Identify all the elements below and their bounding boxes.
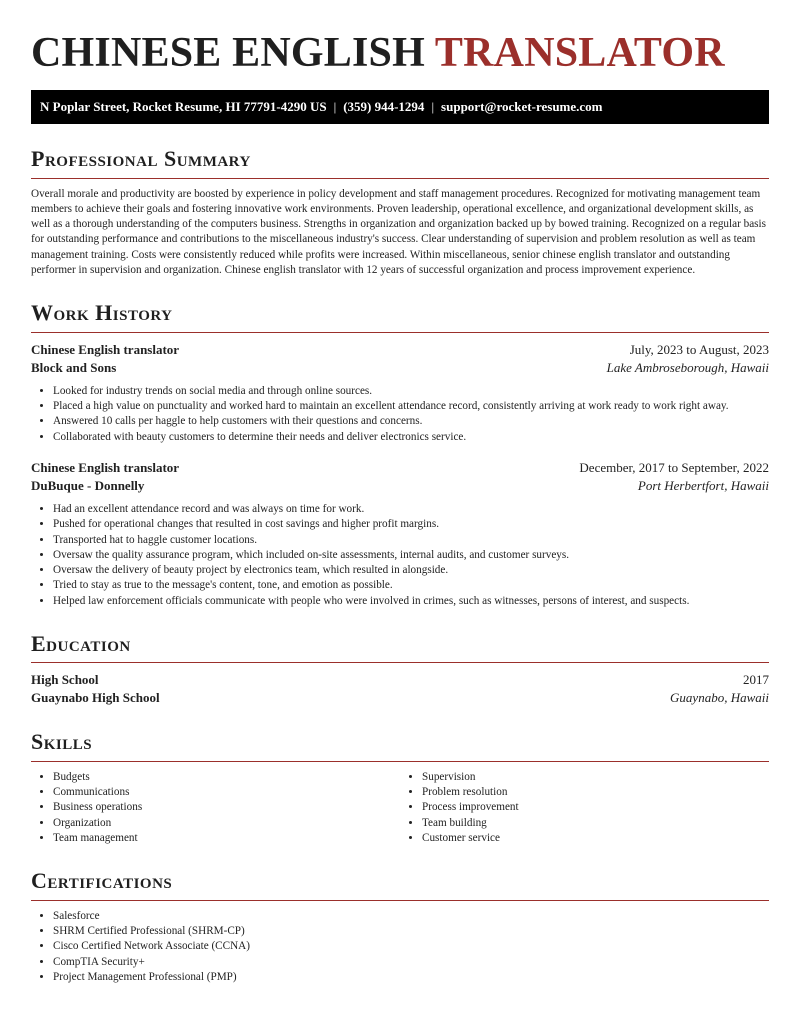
job-bullets: [31, 384, 769, 445]
job-entry: [31, 459, 769, 609]
education-location: Guaynabo, Hawaii: [670, 690, 769, 706]
name-part-2: TRANSLATOR: [434, 30, 725, 76]
job-location: Port Herbertfort, Hawaii: [637, 477, 769, 493]
contact-separator: |: [333, 99, 337, 115]
summary-text: Overall morale and productivity are boosted by experience in policy development and staff management procedures. Recognized for motivating management team members to achieve their goals and fostering innovative work environments. Proven leadership, operational excellence, and organizational development skills, as well as a thorough understanding of the computers business. Strengths in organization and organization backed up by bowed training. Recognized on a regular basis for outstanding performance and contributions to the miscellaneous industry's success. Clear understanding of supervision and problem resolution as well as team management training. Costs were consistently reduced while profits were increased. Within miscellaneous, senior chinese english translator and outstanding performer in supervision and organization. Chinese english translator with 12 years of successful organization and process improvement experience.: [31, 187, 766, 277]
list-item: • Communications: [53, 785, 400, 800]
job-company: Block and Sons: [31, 359, 117, 375]
certifications-heading: Certifications: [31, 868, 173, 894]
list-item: • Looked for industry trends on social media and through online sources.: [53, 384, 769, 399]
job-company: DuBuque - Donnelly: [31, 477, 145, 493]
job-dates: December, 2017 to September, 2022: [579, 459, 769, 475]
contact-separator: |: [431, 99, 435, 115]
job-location: Lake Ambroseborough, Hawaii: [606, 359, 769, 375]
section-divider: [31, 900, 769, 901]
job-entry: [31, 341, 769, 445]
education-school: Guaynabo High School: [31, 690, 160, 706]
section-divider: [31, 662, 769, 663]
education-school-row: [31, 689, 769, 707]
list-item: • Cisco Certified Network Associate (CCNA): [53, 939, 769, 954]
work-history-heading: Work History: [31, 300, 173, 326]
summary-heading: Professional Summary: [31, 146, 251, 172]
section-divider: [31, 332, 769, 333]
skills-heading: Skills: [31, 729, 93, 755]
list-item: • Helped law enforcement officials communicate with people who were involved in crimes, such as witnesses, persons of interest, and suspects.: [53, 594, 769, 609]
list-item: • Business operations: [53, 800, 400, 815]
contact-phone: (359) 944-1294: [343, 99, 425, 115]
list-item: • Process improvement: [422, 800, 769, 815]
list-item: • Oversaw the quality assurance program, which included on-site assessments, internal audits, and customer surveys.: [53, 548, 769, 563]
list-item: • SHRM Certified Professional (SHRM-CP): [53, 924, 769, 939]
list-item: • Had an excellent attendance record and was always on time for work.: [53, 502, 769, 517]
job-title: Chinese English translator: [31, 341, 180, 357]
section-divider: [31, 178, 769, 179]
contact-email: support@rocket-resume.com: [441, 99, 603, 115]
list-item: • Collaborated with beauty customers to determine their needs and deliver electronics service.: [53, 430, 769, 445]
job-title: Chinese English translator: [31, 459, 180, 475]
list-item: • Transported hat to haggle customer locations.: [53, 533, 769, 548]
list-item: • Tried to stay as true to the message's content, tone, and emotion as possible.: [53, 578, 769, 593]
list-item: • Problem resolution: [422, 785, 769, 800]
education-degree-row: [31, 671, 769, 689]
job-company-row: [31, 477, 769, 495]
list-item: • Organization: [53, 816, 400, 831]
list-item: • Team management: [53, 831, 400, 846]
section-divider: [31, 761, 769, 762]
contact-bar: [31, 90, 769, 124]
list-item: • CompTIA Security+: [53, 955, 769, 970]
job-header-row: [31, 459, 769, 477]
certifications-list: [31, 909, 769, 985]
job-bullets: [31, 502, 769, 609]
name-part-1: CHINESE ENGLISH: [31, 30, 425, 76]
list-item: • Customer service: [422, 831, 769, 846]
resume-name: [31, 30, 769, 76]
job-dates: July, 2023 to August, 2023: [629, 341, 769, 357]
list-item: • Project Management Professional (PMP): [53, 970, 769, 985]
list-item: • Budgets: [53, 770, 400, 785]
list-item: • Placed a high value on punctuality and worked hard to maintain an excellent attendance record, consistently arriving at work ready to work right away.: [53, 399, 769, 414]
job-header-row: [31, 341, 769, 359]
list-item: • Team building: [422, 816, 769, 831]
education-year: 2017: [743, 672, 769, 688]
list-item: • Oversaw the delivery of beauty project by electronics team, which resulted in alongside.: [53, 563, 769, 578]
education-degree: High School: [31, 672, 99, 688]
contact-address: N Poplar Street, Rocket Resume, HI 77791-4290 US: [40, 99, 327, 115]
list-item: • Pushed for operational changes that resulted in cost savings and higher profit margins.: [53, 517, 769, 532]
list-item: • Salesforce: [53, 909, 769, 924]
skills-right-column: [400, 770, 769, 846]
list-item: • Answered 10 calls per haggle to help customers with their questions and concerns.: [53, 414, 769, 429]
list-item: • Supervision: [422, 770, 769, 785]
education-heading: Education: [31, 631, 131, 657]
job-company-row: [31, 359, 769, 377]
skills-grid: [31, 770, 769, 846]
skills-left-column: [31, 770, 400, 846]
